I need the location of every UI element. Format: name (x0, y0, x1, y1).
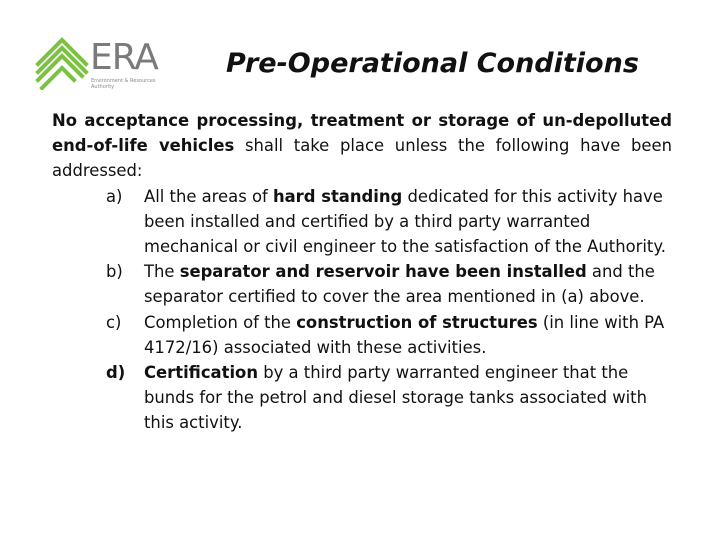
era-logo (34, 30, 164, 92)
item-bold: hard standing (272, 186, 403, 206)
intro-rest: shall take place unless the following have been addressed: (52, 136, 672, 181)
intro-paragraph (52, 108, 672, 184)
item-marker: a) (106, 186, 123, 206)
item-text: Completion of the (144, 312, 297, 332)
item-text: dedicated for this activity have been installed and certified by a third party warranted mechanical or civil engineer to the satisfaction of the Authority. (144, 186, 666, 257)
item-marker: c) (106, 312, 122, 332)
item-bold: separator and reservoir have been installed (179, 262, 587, 282)
page-title: Pre-Operational Conditions (226, 48, 639, 79)
era-leaf-icon (34, 30, 90, 90)
condition-item-b (106, 259, 672, 309)
item-marker: b) (106, 262, 123, 282)
item-text: The (144, 262, 180, 282)
item-marker: d) (106, 363, 126, 383)
item-bold: construction of structures (296, 312, 538, 332)
body-content (52, 108, 672, 436)
item-text: All the areas of (144, 186, 273, 206)
item-text: and the separator certified to cover the area mentioned in (a) above. (144, 262, 655, 307)
logo-subtitle (91, 78, 161, 90)
item-text: by a third party warranted engineer that the bunds for the petrol and diesel storage tanks associated with this activity. (144, 363, 647, 433)
condition-item-a (106, 184, 672, 260)
condition-item-c (106, 310, 672, 360)
conditions-list (52, 184, 672, 436)
logo-subtitle-line1: Environment & Resources (91, 78, 156, 84)
condition-item-d (106, 360, 672, 436)
logo-subtitle-line2: Authority (91, 84, 115, 90)
item-bold: Certification (144, 363, 258, 383)
logo-wordmark: ERA (90, 37, 158, 78)
intro-bold: No acceptance processing, treatment or storage of un-depolluted end-of-life vehicles (52, 111, 672, 156)
item-text: (in line with PA 4172/16) associated with these activities. (144, 312, 665, 357)
